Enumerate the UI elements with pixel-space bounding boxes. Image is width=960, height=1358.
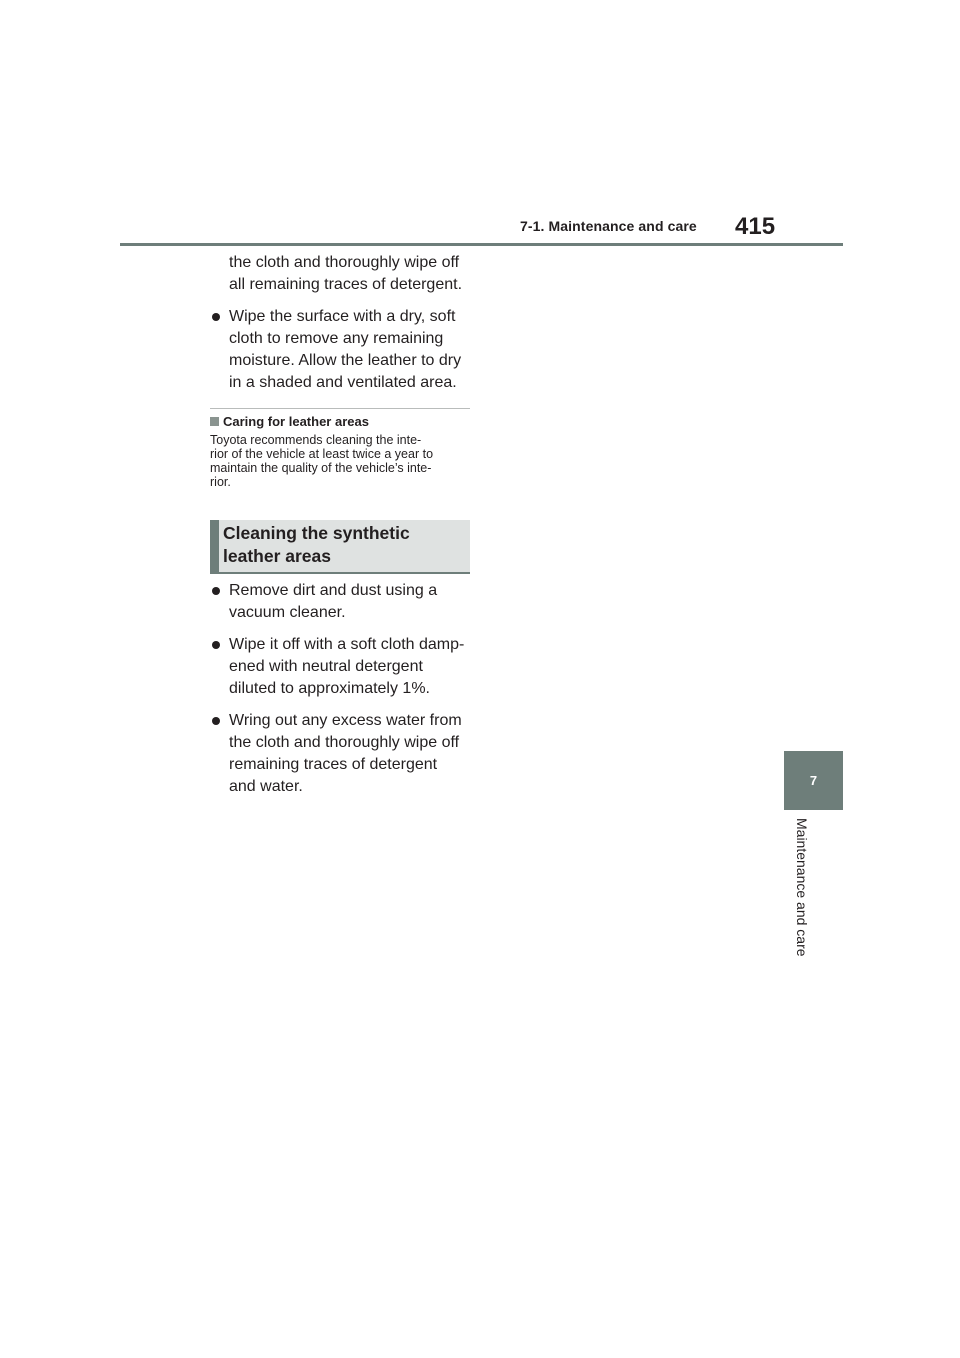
- chapter-number: 7: [809, 773, 818, 788]
- text-line: cloth to remove any remaining: [229, 330, 444, 347]
- chapter-tab: [784, 751, 843, 810]
- note-heading-text: Caring for leather areas: [223, 414, 369, 429]
- text-line: vacuum cleaner.: [229, 604, 346, 621]
- section-heading-bar: [210, 520, 219, 572]
- bullet-item: [210, 710, 470, 798]
- text-line: the cloth and thoroughly wipe off: [229, 254, 460, 271]
- text-line: rior.: [210, 475, 231, 489]
- title-line: Cleaning the synthetic: [223, 523, 410, 543]
- bullet-dot-icon: [212, 717, 220, 725]
- text-line: and water.: [229, 778, 303, 795]
- text-line: all remaining traces of detergent.: [229, 276, 463, 293]
- text-line: Wring out any excess water from: [229, 712, 462, 729]
- bullet-item: [210, 580, 470, 624]
- page-number: 415: [735, 213, 776, 240]
- text-line: Wipe the surface with a dry, soft: [229, 308, 456, 325]
- bullet-dot-icon: [212, 641, 220, 649]
- text-line: maintain the quality of the vehicle’s inte-: [210, 461, 432, 475]
- title-line: leather areas: [223, 546, 331, 566]
- continued-paragraph: [229, 252, 470, 296]
- section-content: [210, 570, 470, 798]
- text-line: ened with neutral detergent: [229, 658, 423, 675]
- bullet-dot-icon: [212, 587, 220, 595]
- text-line: Wipe it off with a soft cloth damp-: [229, 636, 465, 653]
- top-content: [210, 252, 470, 394]
- text-line: Toyota recommends cleaning the inte-: [210, 433, 422, 447]
- text-line: remaining traces of detergent: [229, 756, 438, 773]
- text-line: rior of the vehicle at least twice a year to: [210, 447, 434, 461]
- text-line: the cloth and thoroughly wipe off: [229, 734, 460, 751]
- square-bullet-icon: [210, 417, 219, 426]
- header-rule: [120, 243, 843, 246]
- note-body: [210, 433, 470, 489]
- note-block: [210, 408, 470, 489]
- running-header-section: 7-1. Maintenance and care: [520, 218, 697, 234]
- text-line: in a shaded and ventilated area.: [229, 374, 457, 391]
- note-heading: [210, 413, 470, 430]
- chapter-label: Maintenance and care: [794, 818, 810, 957]
- text-line: moisture. Allow the leather to dry: [229, 352, 462, 369]
- bullet-item: [210, 306, 470, 394]
- bullet-item: [210, 634, 470, 700]
- section-heading-box: [210, 520, 470, 574]
- section-title: [223, 522, 463, 568]
- bullet-dot-icon: [212, 313, 220, 321]
- text-line: diluted to approximately 1%.: [229, 680, 430, 697]
- text-line: Remove dirt and dust using a: [229, 582, 438, 599]
